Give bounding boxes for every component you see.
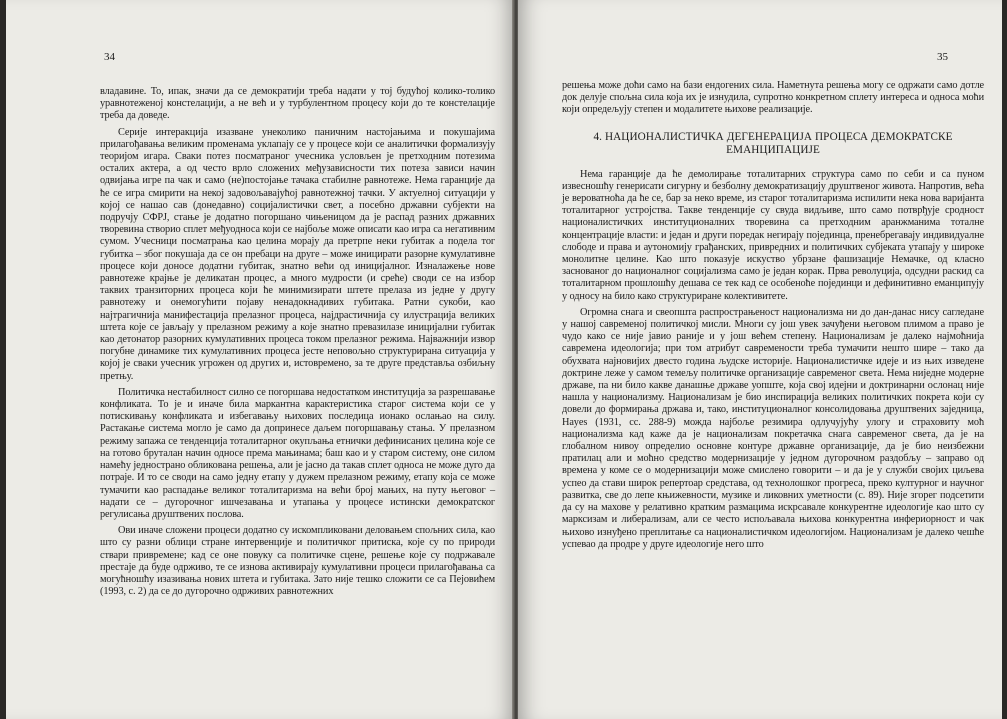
right-paragraph-2: Огромна снага и свеопшта распрострањеност национализма ни до дан-данас нису сагледане у нашој савременој политичкој мисли. Многи су још увек зачуђени његовом плимом а право је чудо како се није јавио раније и у још већем степену. Национализам је далеко најмоћнија савремена идеологија; при том атрибут савремености треба тумачити нешто шире – тако да обухвата најновијих двесто година људске историје. Националистичке идеје и из њих изведене доктрине леже у самом темељу политичке организације савременог света. Нема ниједне модерне државе, па ни било какве данашње државе уопште, која свој идејни и доктринарни ослонац није нашла у национализму. Национализам је био инспирација великих политичких покрета који су довели до формирања држава и, тако, институционалног консолидовања друштвених заједница, Hayes (1931, сс. 288-9) можда најбоље резимира одлучујућу улогу и страховиту моћ национализма кад каже да је национализам покретачка снага савременог света, да је на глобалном нивоу определио основне контуре државне организације, да је био неизбежни пратилац али и моћно средство модернизације у једном дугорочном раздобљу – заправо од времена у коме се о модернизацији може смислено говорити – и да је у служби својих циљева успео да стави широк репертоар средстава, од технолошког прогреса, преко културног и научног развитка, све до лепе књижевности, музике и ликовних уметности (с. 89). Није згорег подсетити да су на махове у релативно кратким размацима искрсавале конкурентне идеологије као што су марксизам и либерализам, али се често испољавала њихова конкурентна инфериорност и чак њихово изнуђено преплитање са националистичком идеологијом. Национализам је далеко чешће успевао да продре у друге идеологије него што — [562, 306, 984, 550]
left-paragraph-3: Политичка нестабилност силно се погоршава недостатком институција за разрешавање конфликата. То је и иначе била маркантна карактеристика старог система који се у потискивању конфликата и избегавању њихових последица ионако ослањао на силу. Растакање система могло је само да допринесе даљем погоршавању стања. У прелазном режиму запажа се тенденција тоталитарног окупљања етнички дефинисаних целина које се на готово бруталан начин односе према мањинама; баш као и у старом систему, оне силом намећу једнострано обликована решења, али је јасно да такав сплет односа не може дуго да потраје. И то се своди на само једну етапу у дужем прелазном режиму, етапу која се може тумачити као распадање великог тоталитаризма на већи број мањих, на путу његовог – надати се – дугорочног ишчезавања и утапања у процесе истински демократског регулисања друштвених послова. — [100, 386, 495, 520]
left-page-number: 34 — [104, 51, 115, 63]
left-page-body — [100, 86, 495, 602]
right-paragraph-1: Нема гаранције да ће демолирање тоталитарних структура само по себи и са пуном извесношћу генерисати сигурну и безболну демократизацију друштвеног живота. Напротив, већа је вероватноћа да ће се, бар за неко време, из старог тоталитаризма испилити нека нова варијанта тоталитарног устројства. Такве тенденције су свуда видљиве, што само потврђује сродност националистичких институционалних творевина са претходним аранжманима тоталне концентрације власти: и један и други поредак негирају појединца, пренебрегавају индивидуалне слободе и права и аутономију грађанских, привредних и политичких субјеката утапају у широке монолитне целине. Као што показује искуство убрзане фашизације Немачке, од класно заснованог до националног социјализма само је један корак. Прва револуција, одсудни раскид са тоталитарном прошлошћу дешава се тек кад се особеноће појединци и дефинитивно еманципују у односу на било како структуриране колективитете. — [562, 168, 984, 302]
left-paragraph-2: Серије интеракција изазване унеколико паничним настојањима и покушајима прилагођавања великим променама уклапају се у процесе који се аналитички формализују теоријом игара. Сваки потез посматраног учесника условљен је претходним потезима осталих актера, а од често врло сложених међузависности тих потеза зависи начин одвијања игре па чак и само (не)постојање тачака стабилне равнотеже. Нема гаранције да ће се игра смирити на некој задовољавајућој равнотежној тачки. У актуелној ситуацији у којој се нашао сав (донедавно) социјалистички свет, а посебно државни субјекти на подручју СФРЈ, стање је додатно погоршано чињеницом да је распад разних државних творевина створио сплет међуодноса који се најбоље може описати као игра са негативним сумом. Учесници посматрања као целина морају да претрпе неки губитак а подела тог губитка – због покушаја да се он пребаци на друге – може иницирати разорне кумулативне процесе који доносе додатни губитак, знатно већи од иницијалног. Изналажење нове равнотеже крајње је деликатан процес, а много мудрости (и среће) своди се на избор таквих транзиторних процеса који ће минимизирати штете прелаза из једне у другу равнотежу и онемогућити појаву ненадокнадивих губитака. Ратни сукоби, као најтрагичнија манифестација прелазног процеса, најдрастичнија су илустрација великих штета које се јављају у прелазном режиму а које знатно превазилазе иницијални губитак као детонатор разорних кумулативних процеса током прелазног режима. Најважнији извор погубне динамике тих кумулативних процеса јесте неповољно структурирана ситуација у којој је сваки учесник угрожен од других и, истовремено, за те друге представља озбиљну претњу. — [100, 126, 495, 382]
left-page — [6, 0, 514, 719]
section-heading-line-2: ЕМАНЦИПАЦИЈЕ — [726, 143, 820, 156]
right-intro-paragraph: решења може доћи само на бази ендогених сила. Наметнута решења могу се одржати само дотле док делује спољна сила која их је изнудила, супротно конкретном сплету интереса и односа моћи који опредељују степен и модалитете њихове реализације. — [562, 80, 984, 116]
section-heading — [562, 131, 984, 157]
right-page-number: 35 — [937, 51, 948, 63]
left-paragraph-4: Ови иначе сложени процеси додатно су искомпликовани деловањем спољних сила, као што су разни облици стране интервенције и политичког притиска, које су по природи ствари привремене; кад се оне повуку са политичке сцене, решење које су подржавале престаје да буде одрживо, те се изнова активирају кумулативни процеси прилагођавања са могућношћу изазивања нових штета и губитака. Зато није тешко сложити се са Пејовићем (1993, с. 2) да се до дугорочно одрживих равнотежних — [100, 525, 495, 598]
section-heading-line-1: 4. НАЦИОНАЛИСТИЧКА ДЕГЕНЕРАЦИЈА ПРОЦЕСА ДЕМОКРАТСКЕ — [593, 130, 953, 143]
left-paragraph-1: владавине. То, ипак, значи да се демократији треба надати у тој будућој колико-толико уравнотеженој констелацији, а не већ и у турбулентном процесу који до те констелације треба да доведе. — [100, 86, 495, 122]
right-page-body — [562, 80, 984, 555]
right-page — [518, 0, 1002, 719]
